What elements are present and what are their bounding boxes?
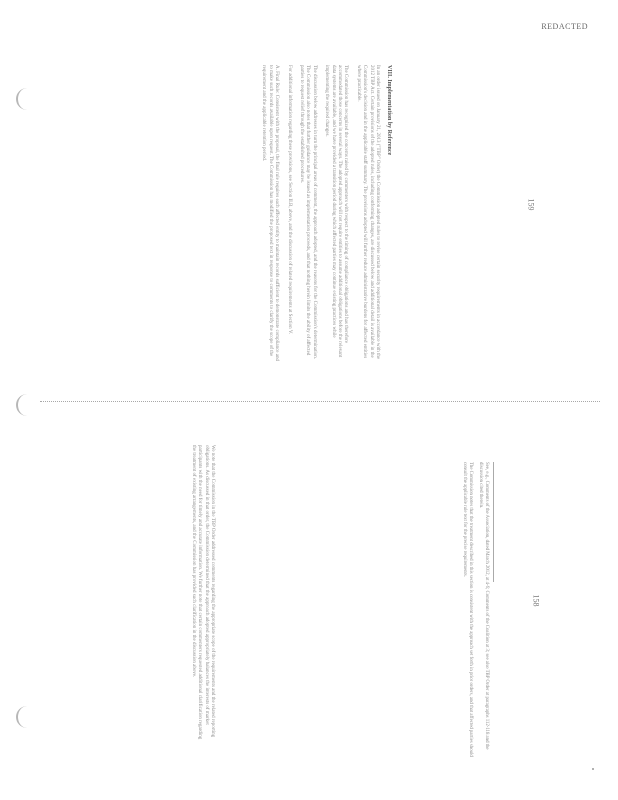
footnote-rule [493, 462, 494, 582]
page-divider [40, 401, 600, 402]
lower-page-footnotes [457, 462, 500, 762]
binder-hole-mark [16, 88, 32, 110]
lower-page-text [183, 445, 215, 745]
footnote: See, e.g., Comments of the Association, dated March 2012, at 4-6; Comments of the Coalition at 3; see also TBP Order at paragraphs 112-118 and the discussion cited therein. [478, 462, 489, 750]
footnote: The Commission notes that the treatment described in this section is consistent with the approach set forth in prior orders, and that affected parties should consult the applicable rule text for the precise requirements. [462, 462, 473, 757]
header-label: REDACTED [541, 22, 588, 31]
paragraph: The discussion below addresses in turn the principal areas of comment, the approach adopted, and the reasons for the Commission's determination. The Commission also notes that further guidance may be issued as implementation proceeds, and that nothing herein limits the ability of affected parties to request relief through the established procedures. [298, 65, 317, 360]
scan-speck [592, 768, 594, 770]
page-number: 159 [526, 198, 536, 211]
upper-page-text [254, 65, 392, 365]
paragraph: The Commission has recognized the concerns raised by commenters with respect to the timing of compliance obligations and has therefore accommodated those concerns in several ways. The adopted approach will not require entities to assume additional obligations before the relevant data systems are available, and we have provided a transition period during which affected parties may continue existing practices while implementing the required changes. [324, 65, 349, 358]
paragraph: A. Final Rule: Consistent with the proposal, the final rule requires each affected entity to maintain records sufficient to demonstrate compliance and to make such records available upon request. The Commission has modified the proposed text in response to comments to clarify the scope of the requirement and the applicable retention period. [261, 65, 280, 361]
paragraph: We note that the Commission in the TBP Order addressed comments regarding the appropriate scope of the requirements and the related reporting obligations. As discussed in that order, the Commission determined that the approach adopted appropriately balances the interests of market participants with the need for timely and accurate information. We further note that certain commenters requested additional clarification regarding the treatment of existing arrangements, and the Commission has provided such clarification in the discussion above. [190, 445, 215, 740]
page-number: 158 [531, 594, 541, 607]
section-heading: VIII. Implementation by Reference [386, 65, 392, 156]
paragraph: For additional information regarding these provisions, see Section II.B, above, and the discussion of related requirements at Section V. [286, 65, 292, 335]
binder-hole-mark [16, 706, 32, 728]
paragraph: In an order issued on January 21, 2013 ("TBP" Order) the Commission adopted rules to revise certain security requirements in accordance with the 2012 TBP Act. Certain provisions of the adopted rules, including conforming changes, are discussed below and additional detail is available in the Commission's decision and in the applicable staff summary. The provisions adopted will further reduce administrative burdens for affected entities where practicable. [355, 65, 380, 360]
binder-hole-mark [16, 394, 32, 416]
